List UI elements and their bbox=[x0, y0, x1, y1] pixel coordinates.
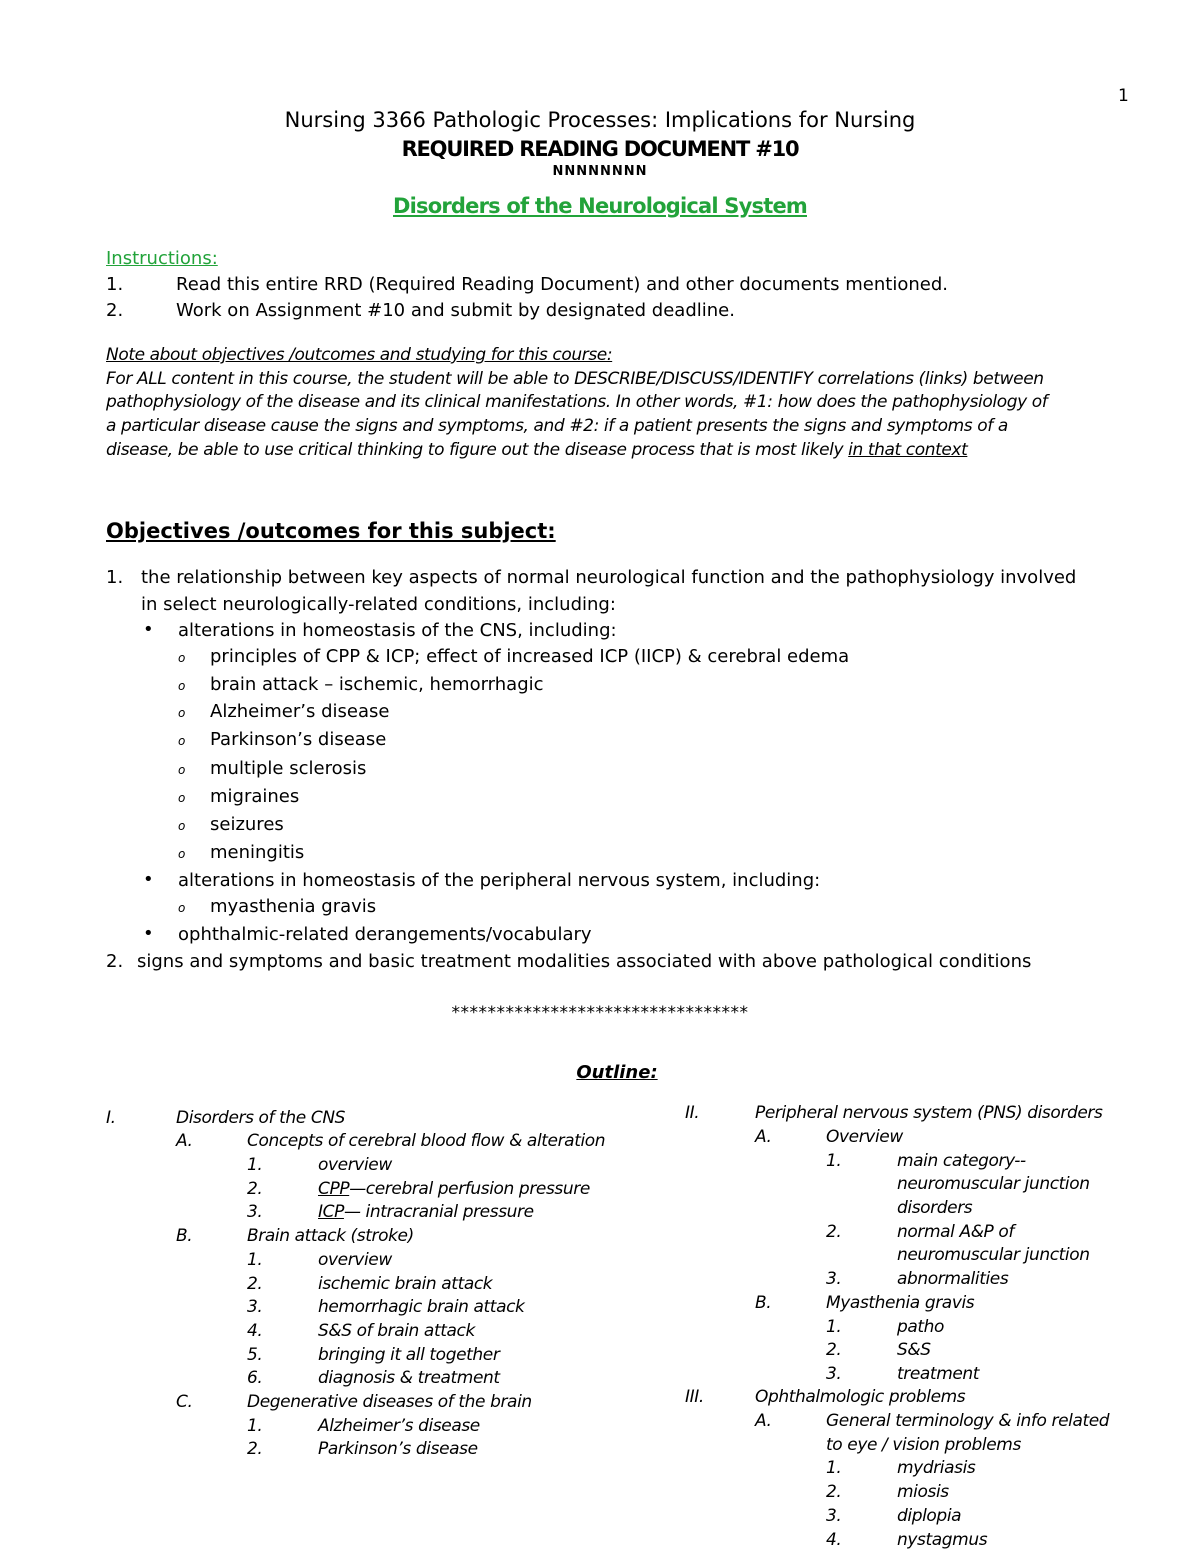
outline-section-title: Peripheral nervous system (PNS) disorders bbox=[755, 1103, 1103, 1123]
outline-subsection-title: Myasthenia gravis bbox=[826, 1293, 975, 1313]
outline-item-number: 4. bbox=[826, 1530, 842, 1550]
outline-item-number: 1. bbox=[247, 1155, 263, 1175]
outline-item-number: 4. bbox=[247, 1321, 263, 1341]
outline-subsection-title: Overview bbox=[826, 1127, 903, 1147]
outline-subsection-title: Degenerative diseases of the brain bbox=[247, 1392, 532, 1412]
note-block bbox=[106, 344, 1136, 463]
sub-bullet-icon: o bbox=[178, 763, 186, 777]
outline-item: ischemic brain attack bbox=[318, 1274, 493, 1294]
note-heading: Note about objectives /outcomes and studying for this course: bbox=[106, 345, 613, 365]
note-line: pathophysiology of the disease and its clinical manifestations. In other words, #1: how does the pathophysiology of bbox=[106, 392, 1048, 413]
cns-item: Alzheimer’s disease bbox=[210, 701, 390, 722]
outline-item-number: 3. bbox=[826, 1364, 842, 1384]
page-number: 1 bbox=[1118, 86, 1129, 106]
outline-letter: A. bbox=[755, 1127, 772, 1147]
course-title: Nursing 3366 Pathologic Processes: Implications for Nursing bbox=[284, 108, 916, 132]
outline-item: patho bbox=[897, 1317, 945, 1337]
title-decoration: NNNNNNNN bbox=[552, 164, 648, 179]
outline-item-number: 2. bbox=[247, 1439, 263, 1459]
note-line: disease, be able to use critical thinking to figure out the disease process that is most likely in that context bbox=[106, 439, 968, 460]
bullet-icon: • bbox=[143, 619, 154, 640]
outline-item: overview bbox=[318, 1155, 392, 1175]
sub-bullet-icon: o bbox=[178, 901, 186, 915]
objective-text: signs and symptoms and basic treatment modalities associated with above pathological conditions bbox=[137, 951, 1032, 972]
instruction-number: 2. bbox=[106, 300, 124, 321]
objective-text: in select neurologically-related conditions, including: bbox=[141, 594, 616, 615]
outline-item: ICP— intracranial pressure bbox=[318, 1202, 534, 1222]
outline-section-title: Disorders of the CNS bbox=[176, 1108, 346, 1128]
outline-item-number: 3. bbox=[826, 1269, 842, 1289]
outline-item: miosis bbox=[897, 1482, 949, 1502]
objectives-heading: Objectives /outcomes for this subject: bbox=[106, 519, 556, 543]
outline-item: hemorrhagic brain attack bbox=[318, 1297, 525, 1317]
subject-title: Disorders of the Neurological System bbox=[393, 194, 807, 218]
cns-item: Parkinson’s disease bbox=[210, 729, 387, 750]
outline-item-number: 2. bbox=[247, 1274, 263, 1294]
outline-letter: C. bbox=[176, 1392, 193, 1412]
outline-item: normal A&P of bbox=[897, 1222, 1014, 1242]
instructions-label: Instructions: bbox=[106, 248, 218, 269]
outline-item: neuromuscular junction bbox=[897, 1174, 1090, 1194]
outline-roman: I. bbox=[106, 1108, 116, 1128]
outline-letter: B. bbox=[755, 1293, 772, 1313]
outline-item-number: 6. bbox=[247, 1368, 263, 1388]
outline-item: abnormalities bbox=[897, 1269, 1009, 1289]
document-title: REQUIRED READING DOCUMENT #10 bbox=[401, 137, 799, 161]
note-line: For ALL content in this course, the student will be able to DESCRIBE/DISCUSS/IDENTIFY correlations (links) between bbox=[106, 368, 1044, 389]
outline-item-number: 1. bbox=[247, 1416, 263, 1436]
separator: ********************************* bbox=[451, 1003, 749, 1023]
outline-roman: III. bbox=[685, 1387, 704, 1407]
outline-section-title: Ophthalmologic problems bbox=[755, 1387, 966, 1407]
outline-heading: Outline: bbox=[576, 1062, 658, 1083]
outline-subsection-title: Concepts of cerebral blood flow & alteration bbox=[247, 1131, 606, 1151]
outline-roman: II. bbox=[685, 1103, 700, 1123]
cns-item: meningitis bbox=[210, 842, 305, 863]
instruction-number: 1. bbox=[106, 274, 124, 295]
outline-item: S&S bbox=[897, 1340, 931, 1360]
objective-text: the relationship between key aspects of normal neurological function and the pathophysiology involved bbox=[141, 567, 1077, 588]
outline-item: disorders bbox=[897, 1198, 973, 1218]
cns-item: multiple sclerosis bbox=[210, 758, 367, 779]
outline-item: CPP—cerebral perfusion pressure bbox=[318, 1179, 590, 1199]
outline-item: mydriasis bbox=[897, 1458, 976, 1478]
outline-item: overview bbox=[318, 1250, 392, 1270]
outline-item-number: 1. bbox=[826, 1151, 842, 1171]
outline-item: nystagmus bbox=[897, 1530, 988, 1550]
objective-number: 2. bbox=[106, 951, 124, 972]
outline-letter: B. bbox=[176, 1226, 193, 1246]
outline-item: Parkinson’s disease bbox=[318, 1439, 478, 1459]
outline-item: bringing it all together bbox=[318, 1345, 500, 1365]
outline-subsection-title: Brain attack (stroke) bbox=[247, 1226, 414, 1246]
outline-subsection-title: to eye / vision problems bbox=[826, 1435, 1021, 1455]
objective-bullet: ophthalmic-related derangements/vocabulary bbox=[178, 924, 592, 945]
objective-number: 1. bbox=[106, 567, 124, 588]
outline-item: diagnosis & treatment bbox=[318, 1368, 500, 1388]
outline-item: treatment bbox=[897, 1364, 980, 1384]
outline-item-number: 5. bbox=[247, 1345, 263, 1365]
sub-bullet-icon: o bbox=[178, 734, 186, 748]
outline-item: Alzheimer’s disease bbox=[318, 1416, 480, 1436]
outline-item-number: 3. bbox=[247, 1202, 263, 1222]
outline-letter: A. bbox=[176, 1131, 193, 1151]
instruction-text: Work on Assignment #10 and submit by designated deadline. bbox=[176, 300, 735, 321]
abbreviation: ICP bbox=[318, 1202, 344, 1222]
outline-item-number: 2. bbox=[826, 1340, 842, 1360]
note-line: a particular disease cause the signs and symptoms, and #2: if a patient presents the signs and symptoms of a bbox=[106, 416, 1008, 437]
outline-letter: A. bbox=[755, 1411, 772, 1431]
outline-item-number: 1. bbox=[826, 1317, 842, 1337]
outline-item-number: 2. bbox=[826, 1482, 842, 1502]
outline-item-number: 2. bbox=[826, 1222, 842, 1242]
sub-bullet-icon: o bbox=[178, 791, 186, 805]
outline-item-number: 2. bbox=[247, 1179, 263, 1199]
cns-item: migraines bbox=[210, 786, 300, 807]
sub-bullet-icon: o bbox=[178, 651, 186, 665]
bullet-icon: • bbox=[143, 923, 154, 944]
outline-item: S&S of brain attack bbox=[318, 1321, 475, 1341]
instruction-text: Read this entire RRD (Required Reading Document) and other documents mentioned. bbox=[176, 274, 948, 295]
outline-subsection-title: General terminology & info related bbox=[826, 1411, 1110, 1431]
outline-item-number: 3. bbox=[826, 1506, 842, 1526]
outline-item: neuromuscular junction bbox=[897, 1245, 1090, 1265]
cns-item: brain attack – ischemic, hemorrhagic bbox=[210, 674, 544, 695]
outline-item: diplopia bbox=[897, 1506, 962, 1526]
cns-item: seizures bbox=[210, 814, 284, 835]
outline-item: main category-- bbox=[897, 1151, 1026, 1171]
outline-item-number: 1. bbox=[826, 1458, 842, 1478]
pns-item: myasthenia gravis bbox=[210, 896, 377, 917]
sub-bullet-icon: o bbox=[178, 679, 186, 693]
objective-bullet: alterations in homeostasis of the CNS, including: bbox=[178, 620, 617, 641]
objective-bullet: alterations in homeostasis of the peripheral nervous system, including: bbox=[178, 870, 821, 891]
cns-item: principles of CPP & ICP; effect of increased ICP (IICP) & cerebral edema bbox=[210, 646, 850, 667]
sub-bullet-icon: o bbox=[178, 847, 186, 861]
outline-item-number: 1. bbox=[247, 1250, 263, 1270]
sub-bullet-icon: o bbox=[178, 819, 186, 833]
note-emphasis: in that context bbox=[848, 439, 968, 460]
outline-item-number: 3. bbox=[247, 1297, 263, 1317]
sub-bullet-icon: o bbox=[178, 706, 186, 720]
bullet-icon: • bbox=[143, 869, 154, 890]
abbreviation: CPP bbox=[318, 1179, 350, 1199]
